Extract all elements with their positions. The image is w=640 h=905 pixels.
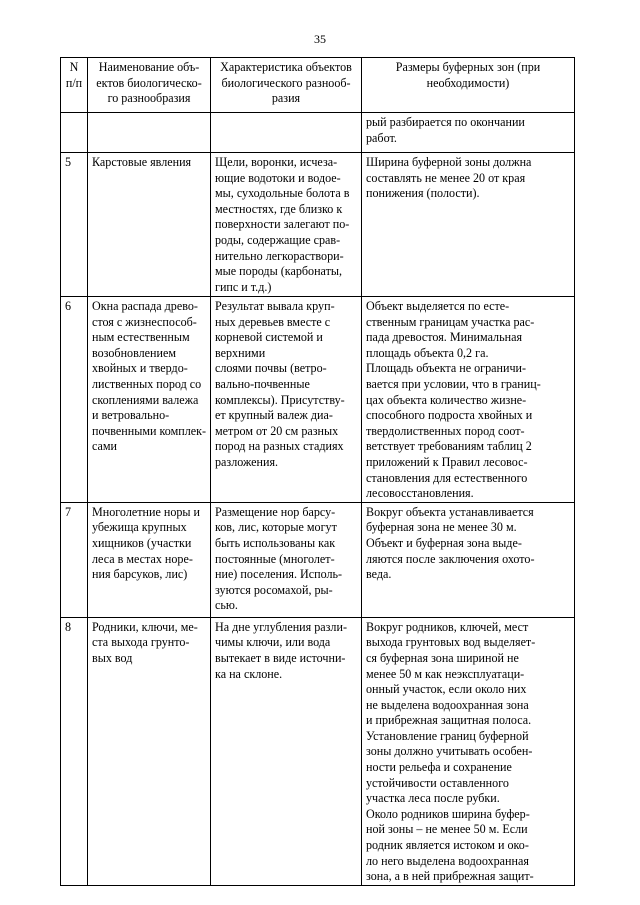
buffer-zone-size: рый разбирается по окончании работ. (362, 113, 575, 153)
table-header-row (61, 58, 575, 113)
object-name: Окна распада древо- стоя с жизнеспособ- ным естественным возобновлением хвойных и твердо- лиственных пород со скоплениями валежа и ветровально- почвенными комплек- сами (88, 297, 211, 503)
header-buffer-zones: Размеры буферных зон (при необходимости) (362, 58, 575, 113)
object-description: Щели, воронки, исчеза- ющие водотоки и водое- мы, суходольные болота в местностях, где близко к поверхности залегают по- роды, содержащие срав- нительно легкораствори- мые породы (карбонаты, гипс и т.д.) (211, 153, 362, 297)
table-row (61, 153, 575, 297)
table-row (61, 297, 575, 503)
object-name: Многолетние норы и убежища крупных хищников (участки леса в местах норе- ния барсуков, лис) (88, 502, 211, 617)
buffer-zone-size: Ширина буферной зоны должна составлять не менее 20 от края понижения (полости). (362, 153, 575, 297)
object-name: Карстовые явления (88, 153, 211, 297)
object-description: На дне углубления разли- чимы ключи, или вода вытекает в виде источни- ка на склоне. (211, 617, 362, 885)
header-characteristics: Характеристика объектов биологического разнооб- разия (211, 58, 362, 113)
object-description: Размещение нор барсу- ков, лис, которые могут быть использованы как постоянные (многолет- ние) поселения. Исполь- зуются росомахой, ры- сью. (211, 502, 362, 617)
page-number: 35 (314, 32, 326, 46)
header-object-name: Наименование объ- ектов биологическо- го разнообразия (88, 58, 211, 113)
object-description: Результат вывала круп- ных деревьев вместе с корневой системой и верхними слоями почвы (ветро- вально-почвенные комплексы). Присутству- ет крупный валеж диа- метром от 20 см разных пород на разных стадиях разложения. (211, 297, 362, 503)
row-number: 8 (61, 617, 88, 885)
table-row (61, 502, 575, 617)
object-description (211, 113, 362, 153)
table-row (61, 113, 575, 153)
object-name (88, 113, 211, 153)
buffer-zone-size: Вокруг родников, ключей, мест выхода грунтовых вод выделяет- ся буферная зона шириной не менее 50 м как неэксплуатаци- онный участок, если около них не выделена водоохранная зона и прибрежная защитная полоса. Установление границ буферной зоны должно учитывать особен- ности рельефа и сохранение устойчивости оставленного участка леса после рубки. Около родников ширина буфер- ной зоны – не менее 50 м. Если родник является истоком и око- ло него выделена водоохранная зона, а в ней прибрежная защит- (362, 617, 575, 885)
buffer-zone-size: Объект выделяется по есте- ственным границам участка рас- пада древостоя. Минимальная площадь объекта 0,2 га. Площадь объекта не ограничи- вается при условии, что в границ- цах объекта количество жизне- способного подроста хвойных и твердолиственных пород соот- ветствует требованиям таблиц 2 приложений к Правил лесовос- становления для естественного лесовосстановления. (362, 297, 575, 503)
table-row (61, 617, 575, 885)
row-number: 7 (61, 502, 88, 617)
row-number: 5 (61, 153, 88, 297)
biodiversity-objects-table (60, 57, 575, 886)
row-number (61, 113, 88, 153)
row-number: 6 (61, 297, 88, 503)
buffer-zone-size: Вокруг объекта устанавливается буферная зона не менее 30 м. Объект и буферная зона выде- ляются после заключения охото- веда. (362, 502, 575, 617)
header-number: N п/п (61, 58, 88, 113)
object-name: Родники, ключи, ме- ста выхода грунто- вых вод (88, 617, 211, 885)
